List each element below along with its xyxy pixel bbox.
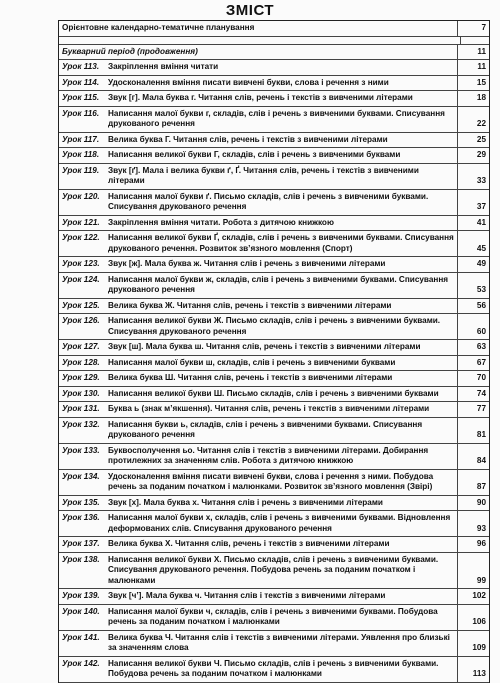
toc-lesson-page: 77 [457, 402, 489, 417]
toc-lesson-title: Удосконалення вміння писати вивчені букви, слова і речення з ними [108, 77, 389, 87]
toc-section-page: 11 [457, 45, 489, 60]
toc-intro-title: Орієнтовне календарно-тематичне планування [62, 23, 255, 32]
page-title: ЗМІСТ [225, 2, 275, 19]
toc-lesson-row [59, 231, 489, 257]
toc-lesson-title: Написання малої букви ш, складів, слів і речень з вивченими буквами [108, 357, 396, 367]
toc-lesson-page: 74 [457, 387, 489, 402]
toc-lesson-title: Велика буква Х. Читання слів, речень і текстів з вивченими літерами [108, 539, 390, 548]
toc-lesson-title: Написання великої букви Х. Письмо складів, слів і речень з вивченими буквами. Списування друкованого речення. Побудова речень за поданим початком і малюнками [108, 554, 439, 585]
toc-lesson-page: 22 [457, 107, 489, 132]
toc-lesson-title: Велика буква Г. Читання слів, речень і текстів з вивченими літерами [108, 134, 388, 144]
toc-lesson-title: Велика буква Ж. Читання слів, речень і текстів з вивченими літерами [108, 300, 392, 310]
toc-lesson-number: Урок 121. [62, 217, 100, 227]
toc-section-title: Букварний період (продовження) [62, 46, 198, 56]
toc-lesson-page: 33 [457, 164, 489, 189]
toc-lesson-title: Написання малої букви г, складів, слів і речень з вивченими буквами. Списування друкованого речення [108, 108, 445, 128]
toc-lesson-number: Урок 136. [62, 513, 100, 522]
toc-lesson-title: Написання великої букви Г, складів, слів і речень з вивченими буквами [108, 150, 401, 159]
toc-lesson-page: 70 [457, 371, 489, 386]
toc-lesson-number: Урок 131. [62, 404, 100, 413]
toc-lesson-title: Звук [ш]. Мала буква ш. Читання слів, речень і текстів з вивченими літерами [108, 342, 421, 351]
toc-lesson-row [59, 537, 489, 553]
toc-lesson-number: Урок 128. [62, 357, 100, 367]
toc-lesson-page: 81 [457, 418, 489, 443]
toc-lesson-row [59, 511, 489, 537]
toc-lesson-page: 87 [457, 470, 489, 495]
toc-lesson-row [59, 60, 489, 76]
toc-lesson-number: Урок 133. [62, 445, 100, 455]
toc-lesson-number: Урок 142. [62, 658, 100, 668]
toc-lesson-number: Урок 132. [62, 419, 100, 429]
toc-lesson-page: 96 [457, 537, 489, 552]
toc-lesson-row [59, 444, 489, 470]
toc-lesson-page: 90 [457, 496, 489, 511]
toc-lesson-row [59, 216, 489, 232]
toc-intro-row [59, 21, 489, 37]
toc-lesson-number: Урок 113. [62, 62, 100, 71]
toc-lesson-title: Закріплення вміння читати. Робота з дитячою книжкою [108, 217, 334, 227]
toc-lesson-title: Звук [ґ]. Мала і велика букви ґ, Ґ. Читання слів, речень і текстів з вивченими літерами [108, 165, 419, 185]
toc-lesson-row [59, 314, 489, 340]
toc-lesson-number: Урок 115. [62, 93, 100, 102]
toc-lesson-page: 56 [457, 299, 489, 314]
toc-lesson-row [59, 133, 489, 149]
toc-lesson-number: Урок 135. [62, 497, 100, 507]
toc-lesson-title: Звук [г]. Мала буква г. Читання слів, речень і текстів з вивченими літерами [108, 93, 413, 102]
toc-lesson-page: 11 [457, 60, 489, 75]
toc-intro-page: 7 [457, 21, 489, 36]
toc-lesson-title: Звук [ч’]. Мала буква ч. Читання слів і текстів з вивченими літерами [108, 591, 386, 600]
toc-lesson-page: 25 [457, 133, 489, 148]
toc-lesson-page: 53 [457, 273, 489, 298]
toc-lesson-row [59, 496, 489, 512]
toc-lesson-title: Написання великої букви Ґ, складів, слів і речень з вивченими буквами. Списування друкованого речення. Розвиток зв’язного мовлення (Спорт) [108, 233, 454, 253]
toc-lesson-title: Буква ь (знак м’якшення). Читання слів, речень і текстів з вивченими літерами [108, 404, 430, 413]
toc-lesson-page: 41 [457, 216, 489, 231]
toc-lesson-row [59, 470, 489, 496]
toc-lesson-page: 18 [457, 91, 489, 106]
toc-lesson-number: Урок 134. [62, 471, 100, 481]
toc-lesson-number: Урок 129. [62, 373, 100, 382]
toc-lesson-number: Урок 126. [62, 316, 100, 325]
toc-lesson-number: Урок 122. [62, 233, 100, 242]
toc-lesson-page: 67 [457, 356, 489, 371]
toc-lesson-page: 15 [457, 76, 489, 91]
toc-lesson-page: 45 [457, 231, 489, 256]
toc-lesson-page: 37 [457, 190, 489, 215]
toc-lesson-row [59, 190, 489, 216]
toc-lesson-number: Урок 124. [62, 274, 100, 284]
toc-lesson-title: Написання великої букви Ж. Письмо складів, слів і речень з вивченими буквами. Списування друкованого речення [108, 316, 441, 336]
toc-lesson-number: Урок 141. [62, 632, 100, 642]
toc-lesson-page: 109 [457, 631, 489, 656]
toc-lesson-page: 102 [457, 589, 489, 604]
toc-lesson-number: Урок 119. [62, 165, 100, 175]
toc-lesson-number: Урок 130. [62, 388, 100, 398]
toc-section-row [59, 45, 489, 61]
toc-table [58, 20, 490, 683]
toc-lesson-title: Велика буква Ш. Читання слів, речень і текстів з вивченими літерами [108, 373, 393, 382]
toc-lesson-page: 63 [457, 340, 489, 355]
toc-lesson-page: 106 [457, 605, 489, 630]
toc-lesson-title: Велика буква Ч. Читання слів і текстів з вивченими літерами. Уявлення про близькі за значенням слова [108, 632, 450, 652]
toc-lesson-row [59, 402, 489, 418]
toc-lesson-number: Урок 137. [62, 539, 100, 548]
toc-lesson-row [59, 340, 489, 356]
toc-lesson-page: 49 [457, 257, 489, 272]
toc-lesson-page: 99 [457, 553, 489, 589]
toc-lesson-title: Буквосполучення ьо. Читання слів і текстів з вивченими літерами. Добирання протилежних за значенням слів. Робота з дитячою книжкою [108, 445, 429, 465]
toc-lesson-row [59, 657, 489, 683]
toc-lesson-number: Урок 117. [62, 134, 100, 144]
toc-lesson-row [59, 371, 489, 387]
toc-lesson-number: Урок 125. [62, 300, 100, 310]
toc-lesson-number: Урок 123. [62, 259, 100, 268]
toc-lesson-number: Урок 139. [62, 591, 100, 600]
toc-lesson-page: 113 [457, 657, 489, 682]
toc-lesson-row [59, 356, 489, 372]
toc-lesson-page: 29 [457, 148, 489, 163]
toc-lesson-row [59, 553, 489, 590]
toc-lesson-row [59, 387, 489, 403]
toc-lesson-row [59, 91, 489, 107]
toc-lesson-row [59, 76, 489, 92]
toc-lesson-page: 84 [457, 444, 489, 469]
toc-lesson-number: Урок 116. [62, 108, 100, 118]
toc-lesson-number: Урок 114. [62, 77, 100, 87]
toc-lesson-number: Урок 140. [62, 606, 100, 616]
toc-lesson-row [59, 418, 489, 444]
toc-lesson-title: Написання великої букви Ч. Письмо складів, слів і речень з вивченими буквами. Побудова речень за поданим початком і малюнками [108, 658, 439, 678]
toc-lesson-title: Написання малої букви ж, складів, слів і речень з вивченими буквами. Списування друкованого речення [108, 274, 449, 294]
toc-lesson-row [59, 299, 489, 315]
toc-lesson-number: Урок 118. [62, 150, 100, 159]
toc-lesson-row [59, 589, 489, 605]
toc-lesson-title: Написання малої букви ґ. Письмо складів, слів і речень з вивченими буквами. Списування друкованого речення [108, 191, 429, 211]
toc-lesson-page: 60 [457, 314, 489, 339]
toc-lesson-title: Звук [х]. Мала буква х. Читання слів і речень з вивченими літерами [108, 497, 383, 507]
toc-lesson-title: Написання малої букви х, складів, слів і речень з вивченими буквами. Відновлення деформованих слів. Списування друкованого речення [108, 513, 451, 533]
toc-lesson-row [59, 273, 489, 299]
toc-lesson-title: Закріплення вміння читати [108, 62, 219, 71]
toc-lesson-page: 93 [457, 511, 489, 536]
toc-lesson-number: Урок 127. [62, 342, 100, 351]
toc-lesson-title: Удосконалення вміння писати вивчені букви, слова і речення з ними. Побудова речень за поданим початком і малюнками. Розвиток зв’язного мовлення (Звірі) [108, 471, 434, 491]
toc-lesson-number: Урок 138. [62, 554, 100, 564]
toc-lesson-number: Урок 120. [62, 191, 100, 201]
lessons-list [59, 60, 489, 683]
toc-lesson-title: Написання малої букви ч, складів, слів і речень з вивченими буквами. Побудова речень за поданим початком і малюнками [108, 606, 438, 626]
toc-lesson-row [59, 605, 489, 631]
toc-lesson-title: Написання букви ь, складів, слів і речень з вивченими буквами. Списування друкованого речення [108, 419, 423, 439]
toc-lesson-title: Звук [ж]. Мала буква ж. Читання слів і речень з вивченими літерами [108, 259, 386, 268]
toc-lesson-row [59, 257, 489, 273]
toc-lesson-row [59, 164, 489, 190]
toc-lesson-row [59, 631, 489, 657]
toc-lesson-title: Написання великої букви Ш. Письмо складів, слів і речень з вивченими буквами [108, 388, 439, 398]
toc-lesson-row [59, 107, 489, 133]
toc-lesson-row [59, 148, 489, 164]
toc-spacer-row [59, 37, 489, 45]
